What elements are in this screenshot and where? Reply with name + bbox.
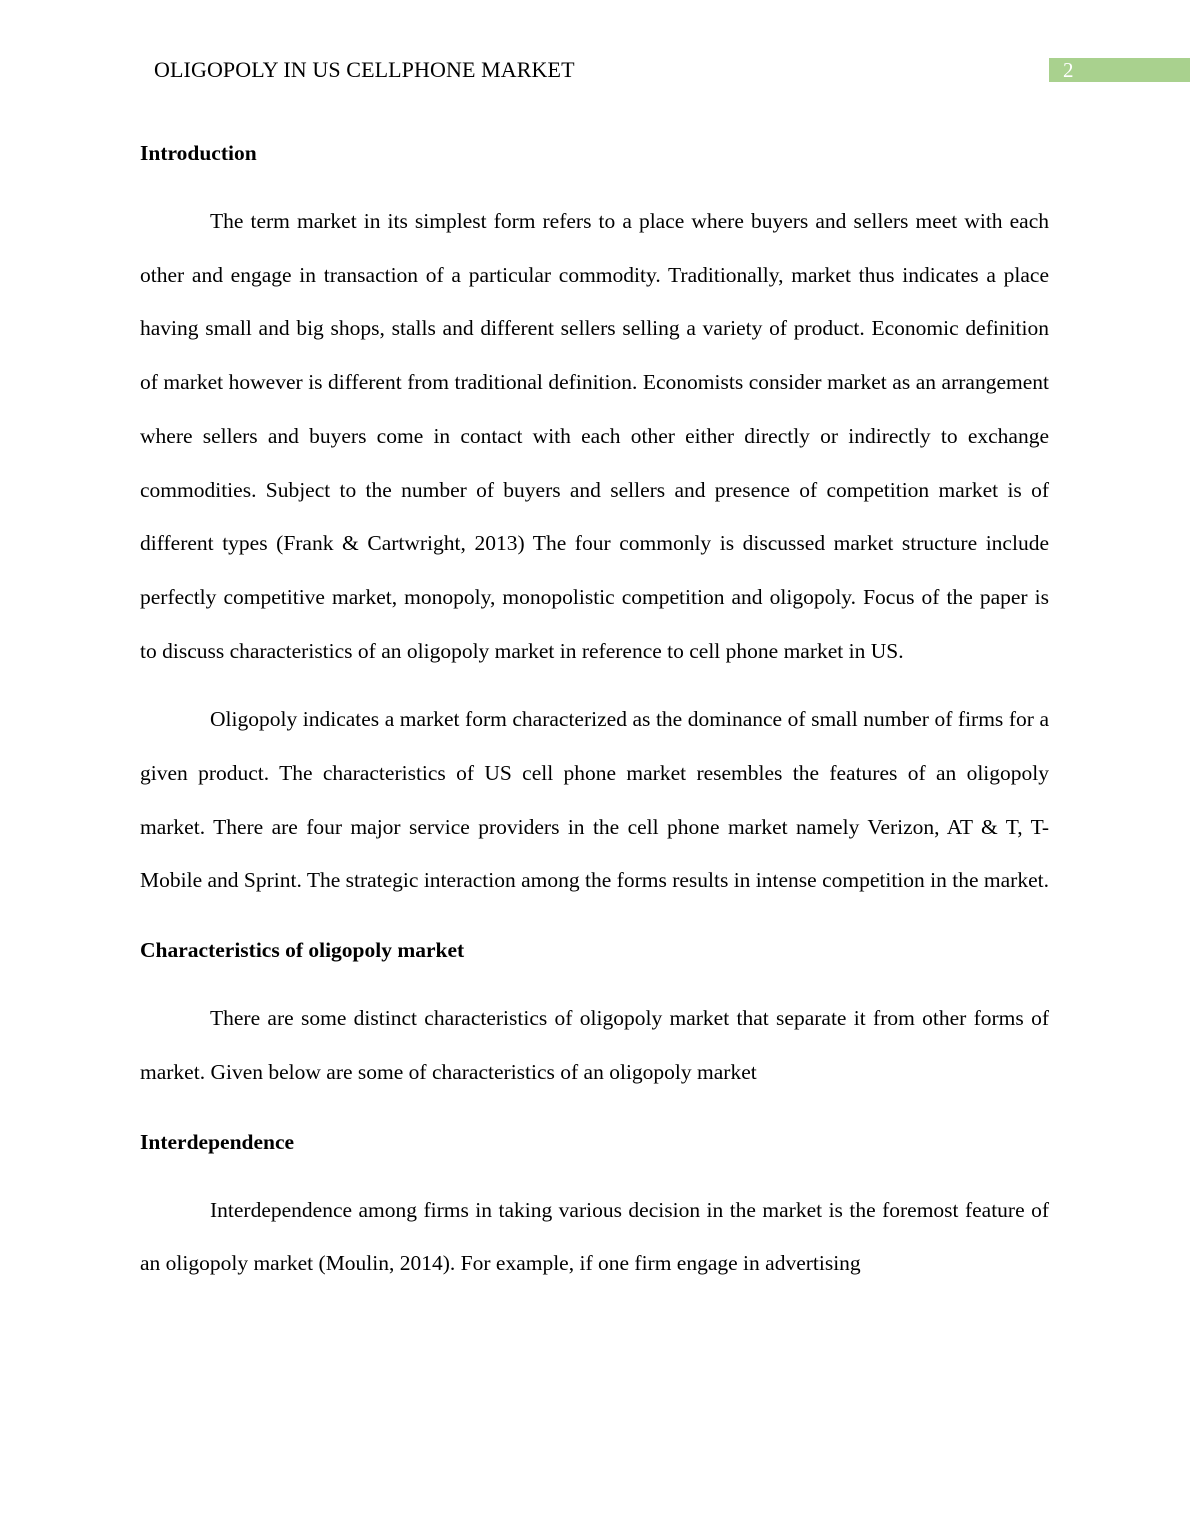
document-body [140, 126, 1049, 1291]
section-heading-introduction: Introduction [140, 141, 257, 165]
page-number-badge [1049, 58, 1190, 82]
paragraph-intro-2: Oligopoly indicates a market form characterized as the dominance of small number of firms for a given product. The characteristics of US cell phone market resembles the features of an oligopoly market. There are four major service providers in the cell phone market namely Verizon, AT & T, T-Mobile and Sprint. The strategic interaction among the forms results in intense competition in the market. [140, 707, 1049, 893]
running-head: OLIGOPOLY IN US CELLPHONE MARKET [154, 57, 575, 82]
section-heading-characteristics: Characteristics of oligopoly market [140, 938, 465, 963]
page-number: 2 [1063, 58, 1074, 82]
section-heading-interdependence: Interdependence [140, 1129, 295, 1154]
paragraph-intro-1: The term market in its simplest form refers to a place where buyers and sellers meet with each other and engage in transaction of a particular commodity. Traditionally, market thus indicates a place having small and big shops, stalls and different sellers selling a variety of product. Economic definition of market however is different from traditional definition. Economists consider market as an arrangement where sellers and buyers come in contact with each other either directly or indirectly to exchange commodities. Subject to the number of buyers and sellers and presence of competition market is of different types (Frank & Cartwright, 2013) The four commonly is discussed market structure include perfectly competitive market, monopoly, monopolistic competition and oligopoly. Focus of the paper is to discuss characteristics of an oligopoly market in reference to cell phone market in US. [140, 209, 1049, 663]
paragraph-interdependence: Interdependence among firms in taking various decision in the market is the foremost feature of an oligopoly market (Moulin, 2014). For example, if one firm engage in advertising [140, 1197, 1049, 1276]
paragraph-characteristics: There are some distinct characteristics of oligopoly market that separate it from other forms of market. Given below are some of characteristics of an oligopoly market [140, 1006, 1049, 1084]
